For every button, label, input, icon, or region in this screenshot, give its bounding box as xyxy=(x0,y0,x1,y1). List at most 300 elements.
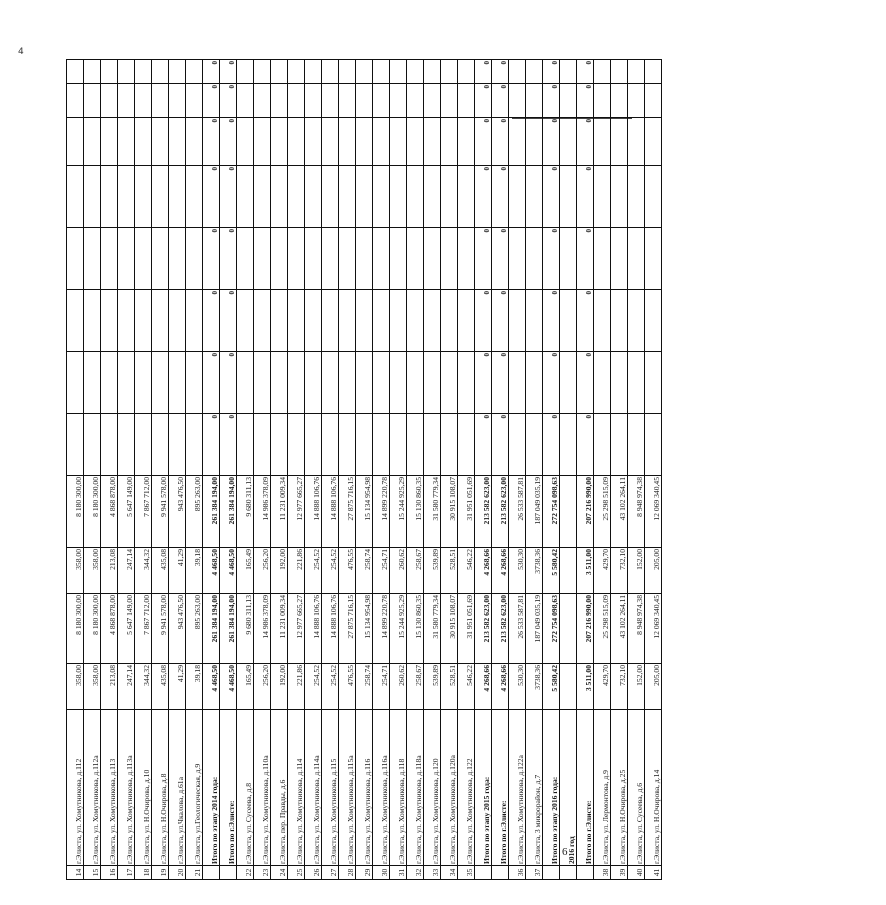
zero-cell xyxy=(305,60,322,84)
area-cell-2: 5 580,42 xyxy=(543,548,560,594)
area-cell-2: 344,32 xyxy=(135,548,152,594)
zero-cell xyxy=(237,290,254,352)
zero-cell xyxy=(526,228,543,290)
zero-cell xyxy=(611,290,628,352)
area-cell-2: 4 268,66 xyxy=(475,548,492,594)
row-number: 37 xyxy=(526,866,543,880)
zero-cell xyxy=(373,290,390,352)
zero-cell xyxy=(254,228,271,290)
zero-cell xyxy=(611,352,628,414)
zero-cell xyxy=(458,118,475,166)
zero-cell xyxy=(152,290,169,352)
table-row xyxy=(458,60,475,880)
area-cell-2: 247,14 xyxy=(118,548,135,594)
cost-cell-2: 5 647 149,00 xyxy=(118,476,135,548)
cost-cell: 272 754 098,63 xyxy=(543,594,560,664)
area-cell-2: 260,62 xyxy=(390,548,407,594)
area-cell: 165,49 xyxy=(237,664,254,710)
zero-cell xyxy=(560,414,577,476)
zero-cell: 0 xyxy=(203,60,220,84)
zero-cell xyxy=(560,352,577,414)
zero-cell xyxy=(373,84,390,118)
cost-cell: 943 476,50 xyxy=(169,594,186,664)
row-number: 17 xyxy=(118,866,135,880)
cost-cell-2: 7 867 712,00 xyxy=(135,476,152,548)
zero-cell xyxy=(135,290,152,352)
row-number: 21 xyxy=(186,866,203,880)
cost-cell-2: 943 476,50 xyxy=(169,476,186,548)
zero-cell xyxy=(254,118,271,166)
area-cell: 435,08 xyxy=(152,664,169,710)
area-cell: 256,20 xyxy=(254,664,271,710)
zero-cell: 0 xyxy=(475,118,492,166)
zero-cell xyxy=(441,228,458,290)
cost-cell-2: 207 216 990,00 xyxy=(577,476,594,548)
zero-cell xyxy=(339,60,356,84)
cost-cell-2: 9 941 578,00 xyxy=(152,476,169,548)
area-cell-2: 732,10 xyxy=(611,548,628,594)
area-cell: 260,62 xyxy=(390,664,407,710)
area-cell: 344,32 xyxy=(135,664,152,710)
table-row xyxy=(84,60,101,880)
cost-cell-2: 261 384 194,00 xyxy=(220,476,237,548)
address-cell: Итого по этапу 2016 года: xyxy=(543,710,560,866)
zero-cell xyxy=(271,118,288,166)
zero-cell xyxy=(509,290,526,352)
zero-cell xyxy=(356,228,373,290)
zero-cell xyxy=(458,352,475,414)
cost-cell-2: 15 134 954,98 xyxy=(356,476,373,548)
total-row xyxy=(543,60,560,880)
zero-cell xyxy=(441,290,458,352)
zero-cell xyxy=(458,60,475,84)
cost-cell: 15 130 860,35 xyxy=(407,594,424,664)
zero-cell xyxy=(509,60,526,84)
row-number xyxy=(475,866,492,880)
zero-cell xyxy=(67,60,84,84)
table-row xyxy=(135,60,152,880)
area-cell: 41,29 xyxy=(169,664,186,710)
total-row xyxy=(475,60,492,880)
zero-cell xyxy=(186,60,203,84)
zero-cell xyxy=(441,84,458,118)
zero-cell: 0 xyxy=(220,84,237,118)
zero-cell xyxy=(594,228,611,290)
zero-cell xyxy=(288,290,305,352)
zero-cell xyxy=(186,166,203,228)
zero-cell xyxy=(373,118,390,166)
table-row xyxy=(594,60,611,880)
table-row xyxy=(322,60,339,880)
area-cell xyxy=(560,664,577,710)
zero-cell xyxy=(594,414,611,476)
cost-cell: 12 977 665,27 xyxy=(288,594,305,664)
table-row xyxy=(67,60,84,880)
zero-cell xyxy=(237,166,254,228)
cost-cell-2: 15 244 925,29 xyxy=(390,476,407,548)
address-cell: г.Элиста, ул.Геологическая, д.9 xyxy=(186,710,203,866)
row-number: 22 xyxy=(237,866,254,880)
zero-cell xyxy=(373,60,390,84)
zero-cell xyxy=(458,84,475,118)
zero-cell xyxy=(169,352,186,414)
area-cell: 4 268,66 xyxy=(492,664,509,710)
zero-cell xyxy=(322,118,339,166)
zero-cell xyxy=(390,414,407,476)
cost-cell: 187 049 035,19 xyxy=(526,594,543,664)
zero-cell: 0 xyxy=(220,60,237,84)
area-cell: 4 468,50 xyxy=(203,664,220,710)
zero-cell xyxy=(186,228,203,290)
zero-cell xyxy=(424,414,441,476)
cost-cell: 207 216 990,00 xyxy=(577,594,594,664)
row-number: 39 xyxy=(611,866,628,880)
area-cell: 5 580,42 xyxy=(543,664,560,710)
zero-cell xyxy=(424,352,441,414)
area-cell-2: 4 268,66 xyxy=(492,548,509,594)
area-cell-2: 358,00 xyxy=(67,548,84,594)
area-cell: 476,55 xyxy=(339,664,356,710)
area-cell: 205,00 xyxy=(645,664,662,710)
zero-cell xyxy=(118,352,135,414)
zero-cell xyxy=(288,228,305,290)
zero-cell: 0 xyxy=(492,84,509,118)
cost-cell-2: 15 130 860,35 xyxy=(407,476,424,548)
table-row xyxy=(271,60,288,880)
cost-cell: 261 384 194,00 xyxy=(220,594,237,664)
cost-cell: 31 951 051,69 xyxy=(458,594,475,664)
row-number: 36 xyxy=(509,866,526,880)
area-cell: 254,52 xyxy=(322,664,339,710)
zero-cell: 0 xyxy=(577,228,594,290)
zero-cell xyxy=(356,84,373,118)
zero-cell xyxy=(101,228,118,290)
area-cell: 539,89 xyxy=(424,664,441,710)
zero-cell: 0 xyxy=(543,60,560,84)
zero-cell xyxy=(118,228,135,290)
cost-cell-2: 14 888 106,76 xyxy=(322,476,339,548)
cost-cell-2: 8 180 300,00 xyxy=(67,476,84,548)
zero-cell xyxy=(305,118,322,166)
address-cell: г.Элиста, ул.Чкалова, д.61а xyxy=(169,710,186,866)
cost-cell: 895 263,00 xyxy=(186,594,203,664)
table-row xyxy=(628,60,645,880)
zero-cell xyxy=(509,414,526,476)
area-cell-2: 476,55 xyxy=(339,548,356,594)
zero-cell xyxy=(645,352,662,414)
zero-cell xyxy=(305,166,322,228)
zero-cell xyxy=(135,352,152,414)
zero-cell xyxy=(645,290,662,352)
address-cell: Итого по этапу 2015 года: xyxy=(475,710,492,866)
zero-cell xyxy=(509,166,526,228)
cost-cell: 9 941 578,00 xyxy=(152,594,169,664)
row-number: 19 xyxy=(152,866,169,880)
zero-cell xyxy=(288,60,305,84)
zero-cell: 0 xyxy=(543,352,560,414)
area-cell-2: 192,00 xyxy=(271,548,288,594)
cost-cell-2: 14 986 378,09 xyxy=(254,476,271,548)
zero-cell xyxy=(424,228,441,290)
zero-cell xyxy=(645,118,662,166)
row-number: 34 xyxy=(441,866,458,880)
zero-cell xyxy=(458,414,475,476)
zero-cell: 0 xyxy=(577,166,594,228)
zero-cell xyxy=(441,166,458,228)
zero-cell xyxy=(186,290,203,352)
row-number xyxy=(543,866,560,880)
cost-cell-2: 14 888 106,76 xyxy=(305,476,322,548)
zero-cell xyxy=(322,290,339,352)
zero-cell xyxy=(628,228,645,290)
zero-cell xyxy=(152,414,169,476)
zero-cell xyxy=(628,352,645,414)
area-cell-2: 4 468,50 xyxy=(203,548,220,594)
zero-cell xyxy=(186,84,203,118)
zero-cell xyxy=(645,228,662,290)
area-cell: 3738,36 xyxy=(526,664,543,710)
area-cell: 213,08 xyxy=(101,664,118,710)
cost-cell: 8 180 300,00 xyxy=(67,594,84,664)
zero-cell xyxy=(322,166,339,228)
zero-cell: 0 xyxy=(220,290,237,352)
row-number: 29 xyxy=(356,866,373,880)
row-number: 30 xyxy=(373,866,390,880)
cost-cell: 261 384 194,00 xyxy=(203,594,220,664)
area-cell-2: 528,51 xyxy=(441,548,458,594)
zero-cell xyxy=(186,414,203,476)
cost-cell-2: 25 298 515,09 xyxy=(594,476,611,548)
zero-cell xyxy=(322,414,339,476)
zero-cell: 0 xyxy=(577,84,594,118)
zero-cell xyxy=(628,166,645,228)
zero-cell xyxy=(271,166,288,228)
zero-cell xyxy=(305,352,322,414)
zero-cell xyxy=(254,166,271,228)
zero-cell: 0 xyxy=(543,118,560,166)
zero-cell xyxy=(67,228,84,290)
zero-cell xyxy=(628,290,645,352)
area-cell: 4 468,50 xyxy=(220,664,237,710)
address-cell: г.Элиста, ул. Хомутникова, д.110а xyxy=(254,710,271,866)
cost-cell-2: 4 868 878,00 xyxy=(101,476,118,548)
cost-cell: 7 867 712,00 xyxy=(135,594,152,664)
total-row xyxy=(492,60,509,880)
zero-cell: 0 xyxy=(543,290,560,352)
cost-cell-2: 12 977 665,27 xyxy=(288,476,305,548)
row-number: 26 xyxy=(305,866,322,880)
cost-cell: 8 180 300,00 xyxy=(84,594,101,664)
zero-cell xyxy=(169,60,186,84)
table-row xyxy=(645,60,662,880)
row-number: 16 xyxy=(101,866,118,880)
cost-cell-2: 8 948 974,38 xyxy=(628,476,645,548)
area-cell: 546,22 xyxy=(458,664,475,710)
cost-cell-2: 26 533 587,81 xyxy=(509,476,526,548)
row-number: 40 xyxy=(628,866,645,880)
table-row xyxy=(169,60,186,880)
address-cell: г.Элиста, ул. Хомутникова, д.115 xyxy=(322,710,339,866)
area-cell: 4 268,66 xyxy=(475,664,492,710)
zero-cell xyxy=(339,352,356,414)
zero-cell xyxy=(373,166,390,228)
zero-cell xyxy=(356,352,373,414)
address-cell: Итого по г.Элисте: xyxy=(492,710,509,866)
zero-cell xyxy=(509,228,526,290)
zero-cell xyxy=(407,166,424,228)
zero-cell xyxy=(67,414,84,476)
zero-cell xyxy=(526,414,543,476)
zero-cell xyxy=(322,60,339,84)
zero-cell xyxy=(322,228,339,290)
address-cell: г.Элиста, ул. Н.Очирова, д.25 xyxy=(611,710,628,866)
zero-cell xyxy=(101,290,118,352)
address-cell: г.Элиста, ул. Хомутникова, д.118 xyxy=(390,710,407,866)
row-number: 38 xyxy=(594,866,611,880)
zero-cell: 0 xyxy=(203,290,220,352)
address-cell: г.Элиста, ул. Хомутникова, д.112а xyxy=(84,710,101,866)
zero-cell xyxy=(390,352,407,414)
address-cell: г.Элиста, ул. Н.Очирова, д.8 xyxy=(152,710,169,866)
area-cell: 152,00 xyxy=(628,664,645,710)
zero-cell xyxy=(594,60,611,84)
zero-cell xyxy=(152,60,169,84)
zero-cell xyxy=(339,228,356,290)
zero-cell xyxy=(118,414,135,476)
zero-cell xyxy=(118,60,135,84)
area-cell: 530,30 xyxy=(509,664,526,710)
zero-cell xyxy=(152,352,169,414)
table-row xyxy=(390,60,407,880)
zero-cell xyxy=(101,60,118,84)
area-cell-2: 41,29 xyxy=(169,548,186,594)
address-cell: г.Элиста, ул. Лермонтова, д.9 xyxy=(594,710,611,866)
row-number: 27 xyxy=(322,866,339,880)
row-number xyxy=(577,866,594,880)
zero-cell: 0 xyxy=(543,84,560,118)
zero-cell xyxy=(628,60,645,84)
zero-cell xyxy=(135,166,152,228)
row-number: 18 xyxy=(135,866,152,880)
address-cell: г.Элиста, ул. Хомутникова, д.116а xyxy=(373,710,390,866)
zero-cell xyxy=(645,84,662,118)
zero-cell xyxy=(186,352,203,414)
area-cell-2: 546,22 xyxy=(458,548,475,594)
zero-cell xyxy=(237,228,254,290)
zero-cell xyxy=(84,60,101,84)
zero-cell: 0 xyxy=(577,414,594,476)
area-cell: 192,00 xyxy=(271,664,288,710)
zero-cell: 0 xyxy=(203,228,220,290)
zero-cell xyxy=(356,60,373,84)
zero-cell xyxy=(390,84,407,118)
area-cell: 254,52 xyxy=(305,664,322,710)
zero-cell xyxy=(645,60,662,84)
zero-cell: 0 xyxy=(577,352,594,414)
zero-cell: 0 xyxy=(220,166,237,228)
zero-cell xyxy=(101,118,118,166)
table-row xyxy=(509,60,526,880)
zero-cell xyxy=(101,166,118,228)
row-number: 31 xyxy=(390,866,407,880)
zero-cell: 0 xyxy=(203,118,220,166)
row-number: 23 xyxy=(254,866,271,880)
table-row xyxy=(305,60,322,880)
zero-cell xyxy=(526,352,543,414)
zero-cell xyxy=(271,414,288,476)
page-number: 6 xyxy=(562,846,568,858)
table-body xyxy=(67,60,662,880)
zero-cell xyxy=(526,166,543,228)
zero-cell xyxy=(339,166,356,228)
area-cell: 221,86 xyxy=(288,664,305,710)
cost-cell-2 xyxy=(560,476,577,548)
cost-cell: 15 134 954,98 xyxy=(356,594,373,664)
table-row xyxy=(254,60,271,880)
area-cell-2: 254,52 xyxy=(305,548,322,594)
table-row xyxy=(186,60,203,880)
zero-cell xyxy=(509,84,526,118)
cost-cell-2: 27 875 716,15 xyxy=(339,476,356,548)
area-cell: 358,00 xyxy=(84,664,101,710)
area-cell: 358,00 xyxy=(67,664,84,710)
address-cell: г.Элиста, ул. Хомутникова, д.114 xyxy=(288,710,305,866)
zero-cell: 0 xyxy=(492,352,509,414)
zero-cell xyxy=(645,166,662,228)
zero-cell xyxy=(288,118,305,166)
cost-cell-2: 12 069 340,45 xyxy=(645,476,662,548)
address-cell: г.Элиста, ул. Хомутникова, д.116 xyxy=(356,710,373,866)
cost-cell: 213 582 623,00 xyxy=(475,594,492,664)
table-row xyxy=(611,60,628,880)
zero-cell xyxy=(594,118,611,166)
zero-cell xyxy=(67,84,84,118)
cost-cell-2: 261 384 194,00 xyxy=(203,476,220,548)
zero-cell xyxy=(373,414,390,476)
zero-cell xyxy=(135,60,152,84)
total-row xyxy=(577,60,594,880)
zero-cell xyxy=(424,118,441,166)
zero-cell xyxy=(526,290,543,352)
area-cell-2: 258,74 xyxy=(356,548,373,594)
area-cell-2: 258,67 xyxy=(407,548,424,594)
zero-cell xyxy=(118,290,135,352)
area-cell-2: 152,00 xyxy=(628,548,645,594)
zero-cell xyxy=(509,118,526,166)
address-cell: г.Элиста, пер. Правды, д.6 xyxy=(271,710,288,866)
zero-cell xyxy=(611,60,628,84)
row-number: 33 xyxy=(424,866,441,880)
zero-cell xyxy=(458,166,475,228)
zero-cell xyxy=(322,84,339,118)
zero-cell xyxy=(594,352,611,414)
zero-cell xyxy=(407,84,424,118)
address-cell: г.Элиста, ул. Хомутникова, д.120 xyxy=(424,710,441,866)
zero-cell: 0 xyxy=(475,228,492,290)
housing-registry-table xyxy=(66,59,662,880)
zero-cell xyxy=(407,414,424,476)
cost-cell-2: 272 754 098,63 xyxy=(543,476,560,548)
zero-cell: 0 xyxy=(475,166,492,228)
zero-cell xyxy=(169,228,186,290)
zero-cell xyxy=(254,290,271,352)
table-row xyxy=(339,60,356,880)
zero-cell xyxy=(152,118,169,166)
zero-cell: 0 xyxy=(475,352,492,414)
zero-cell xyxy=(67,352,84,414)
zero-cell xyxy=(135,84,152,118)
zero-cell xyxy=(356,118,373,166)
